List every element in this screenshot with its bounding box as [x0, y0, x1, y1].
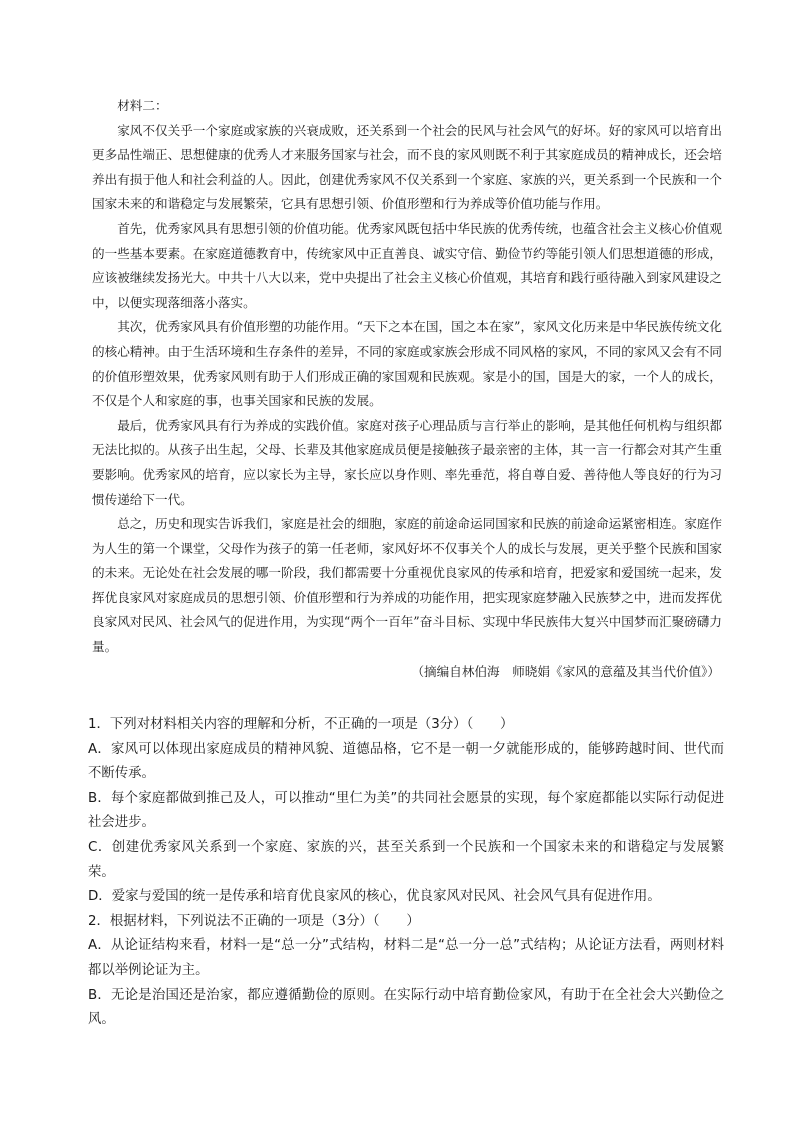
passage-paragraph-1: 家风不仅关乎一个家庭或家族的兴衰成败，还关系到一个社会的民风与社会风气的好坏。好的家风可以培育出更多品性端正、思想健康的优秀人才来服务国家与社会，而不良的家风则既不利于其家庭成员的精神成长，还会培养出有损于他人和社会利益的人。因此，创建优秀家风不仅关系到一个家庭、家族的兴，更关系到一个民族和一个国家未来的和谐稳定与发展繁荣，它具有思想引领、价值形塑和行为养成等价值功能与作用。 [92, 122, 722, 212]
questions-section [88, 713, 724, 1033]
passage-paragraph-3: 其次，优秀家风具有价值形塑的功能作用。“天下之本在国，国之本在家”，家风文化历来是中华民族传统文化的核心精神。由于生活环境和生存条件的差异，不同的家庭或家族会形成不同风格的家风，不同的家风又会有不同的价值形塑效果，优秀家风则有助于人们形成正确的家国观和民族观。家是小的国，国是大的家，一个人的成长，不仅是个人和家庭的事，也事关国家和民族的发展。 [92, 319, 722, 409]
passage-source-citation: （摘编自林伯海 师晓娟《家风的意蕴及其当代价值》） [411, 663, 720, 679]
question-2-stem: 2．根据材料，下列说法不正确的一项是（3分）（ ） [88, 913, 420, 929]
passage-paragraph-5: 总之，历史和现实告诉我们，家庭是社会的细胞，家庭的前途命运同国家和民族的前途命运紧密相连。家庭作为人生的第一个课堂，父母作为孩子的第一任老师，家风好坏不仅事关个人的成长与发展，更关乎整个民族和国家的未来。无论处在社会发展的哪一阶段，我们都需要十分重视优良家风的传承和培育，把爱家和爱国统一起来，发挥优良家风对家庭成员的思想引领、价值形塑和行为养成的功能作用，把实现家庭梦融入民族梦之中，进而发挥优良家风对民风、社会风气的促进作用，为实现“两个一百年”奋斗目标、实现中华民族伟大复兴中国梦而汇聚磅礴力量。 [92, 516, 722, 655]
material-heading: 材料二： [117, 98, 168, 113]
question-1-option-b: B．每个家庭都做到推己及人，可以推动“里仁为美”的共同社会愿景的实现，每个家庭都能以实际行动促进社会进步。 [88, 790, 724, 831]
material-two-passage [92, 94, 722, 684]
question-2-option-b: B．无论是治国还是治家，都应遵循勤俭的原则。在实际行动中培育勤俭家风，有助于在全社会大兴勤俭之风。 [88, 987, 724, 1028]
question-2-option-a: A．从论证结构来看，材料一是“总一分”式结构，材料二是“总一分一总”式结构；从论证方法看，两则材料都以举例论证为主。 [88, 938, 724, 978]
question-1-stem: 1．下列对材料相关内容的理解和分析，不正确的一项是（3分）（ ） [88, 717, 514, 732]
question-1-option-a: A．家风可以体现出家庭成员的精神风貌、道德品格，它不是一朝一夕就能形成的，能够跨越时间、世代而不断传承。 [88, 741, 724, 782]
passage-paragraph-4: 最后，优秀家风具有行为养成的实践价值。家庭对孩子心理品质与言行举止的影响，是其他任何机构与组织都无法比拟的。从孩子出生起，父母、长辈及其他家庭成员便是接触孩子最亲密的主体，其一言一行都会对其产生重要影响。优秀家风的培育，应以家长为主导，家长应以身作则、率先垂范，将自尊自爱、善待他人等良好的行为习惯传递给下一代。 [92, 417, 722, 507]
question-1-option-c: C．创建优秀家风关系到一个家庭、家族的兴，甚至关系到一个民族和一个国家未来的和谐稳定与发展繁荣。 [88, 839, 724, 880]
question-1-option-d: D．爱家与爱国的统一是传承和培育优良家风的核心，优良家风对民风、社会风气具有促进作用。 [88, 889, 661, 905]
passage-paragraph-2: 首先，优秀家风具有思想引领的价值功能。优秀家风既包括中华民族的优秀传统，也蕴含社会主义核心价值观的一些基本要素。在家庭道德教育中，传统家风中正直善良、诚实守信、勤俭节约等能引领人们思想道德的形成，应该被继续发扬光大。中共十八大以来，党中央提出了社会主义核心价值观，其培育和践行亟待融入到家风建设之中，以便实现落细落小落实。 [92, 220, 722, 310]
